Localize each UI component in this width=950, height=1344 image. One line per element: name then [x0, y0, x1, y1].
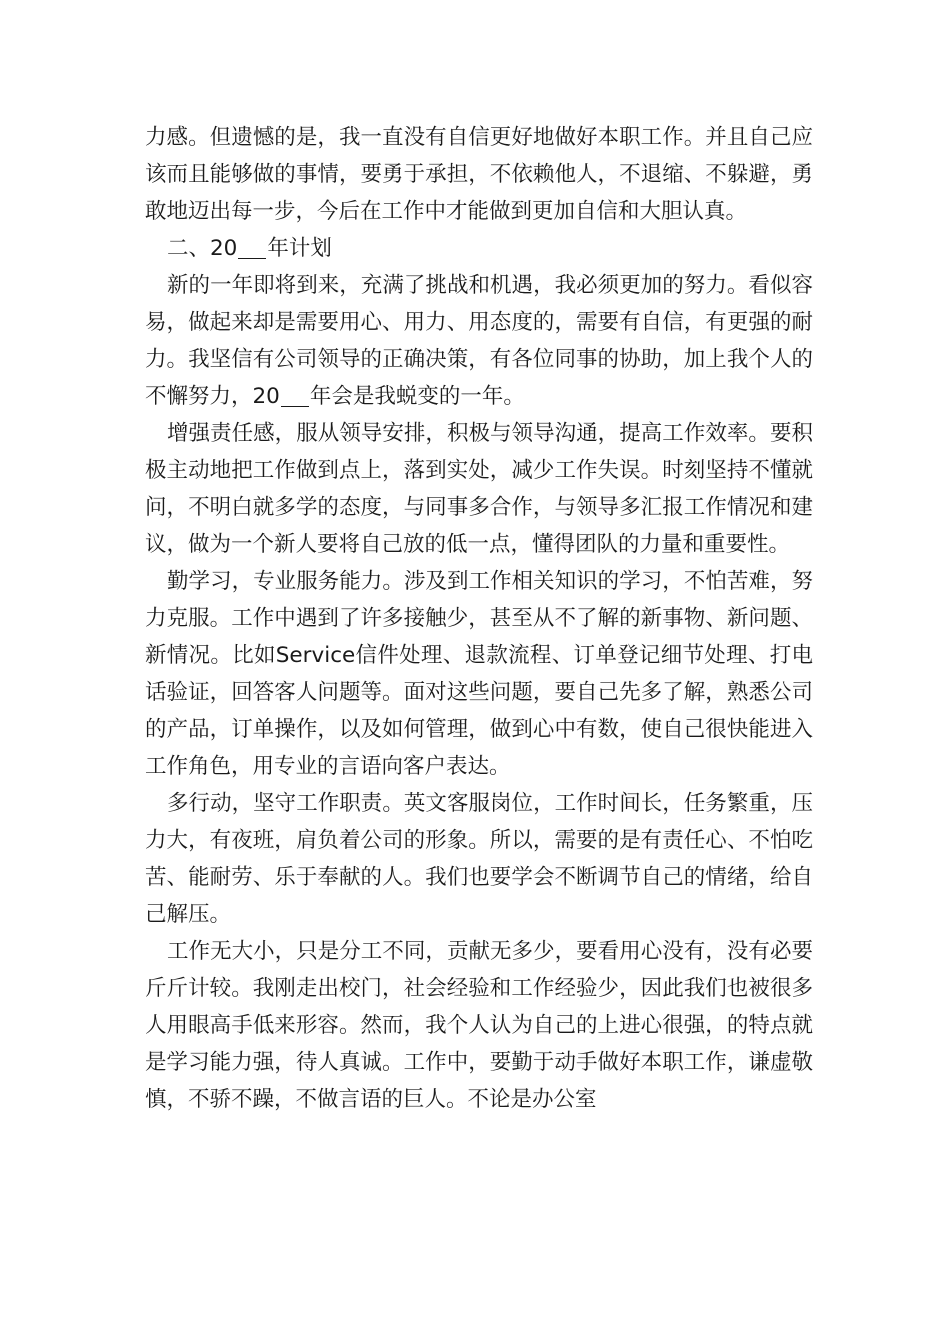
- heading-suffix: 年计划: [267, 236, 332, 261]
- paragraph-text-part-b: 年会是我蜕变的一年。: [309, 384, 525, 409]
- year-blank-underline: [238, 236, 266, 259]
- paragraph-learning: 勤学习，专业服务能力。涉及到工作相关知识的学习，不怕苦难，努力克服。工作中遇到了许多接触少，甚至从不了解的新事物、新问题、新情况。比如Service信件处理、退款流程、订单登记细节处理、打电话验证，回答客人问题等。面对这些问题，要自己先多了解，熟悉公司的产品，订单操作，以及如何管理，做到心中有数，使自己很快能进入工作角色，用专业的言语向客户表达。: [145, 569, 813, 779]
- paragraph-continuation: 力感。但遗憾的是，我一直没有自信更好地做好本职工作。并且自己应该而且能够做的事情，要勇于承担，不依赖他人，不退缩、不躲避，勇敢地迈出每一步，今后在工作中才能做到更加自信和大胆认真。: [145, 125, 813, 224]
- paragraph-responsibility: 增强责任感，服从领导安排，积极与领导沟通，提高工作效率。要积极主动地把工作做到点上，落到实处，减少工作失误。时刻坚持不懂就问，不明白就多学的态度，与同事多合作，与领导多汇报工作情况和建议，做为一个新人要将自己放的低一点，懂得团队的力量和重要性。: [145, 421, 813, 557]
- paragraph-attitude: 工作无大小，只是分工不同，贡献无多少，要看用心没有，没有必要斤斤计较。我刚走出校门，社会经验和工作经验少，因此我们也被很多人用眼高手低来形容。然而，我个人认为自己的上进心很强，的特点就是学习能力强，待人真诚。工作中，要勤于动手做好本职工作，谦虚敬慎，不骄不躁，不做言语的巨人。不论是办公室: [145, 939, 813, 1112]
- section-heading-2: [145, 230, 813, 267]
- paragraph-new-year: [145, 267, 813, 415]
- document-body: [145, 119, 813, 1118]
- year-blank-underline: [281, 384, 309, 407]
- paragraph-text-part-a: 新的一年即将到来，充满了挑战和机遇，我必须更加的努力。看似容易，做起来却是需要用心、用力、用态度的，需要有自信，有更强的耐力。我坚信有公司领导的正确决策，有各位同事的协助，加上我个人的不懈努力，20: [145, 273, 813, 409]
- heading-prefix: 二、20: [167, 236, 238, 261]
- paragraph-action: 多行动，坚守工作职责。英文客服岗位，工作时间长，任务繁重，压力大，有夜班，肩负着公司的形象。所以，需要的是有责任心、不怕吃苦、能耐劳、乐于奉献的人。我们也要学会不断调节自己的情绪，给自己解压。: [145, 791, 813, 927]
